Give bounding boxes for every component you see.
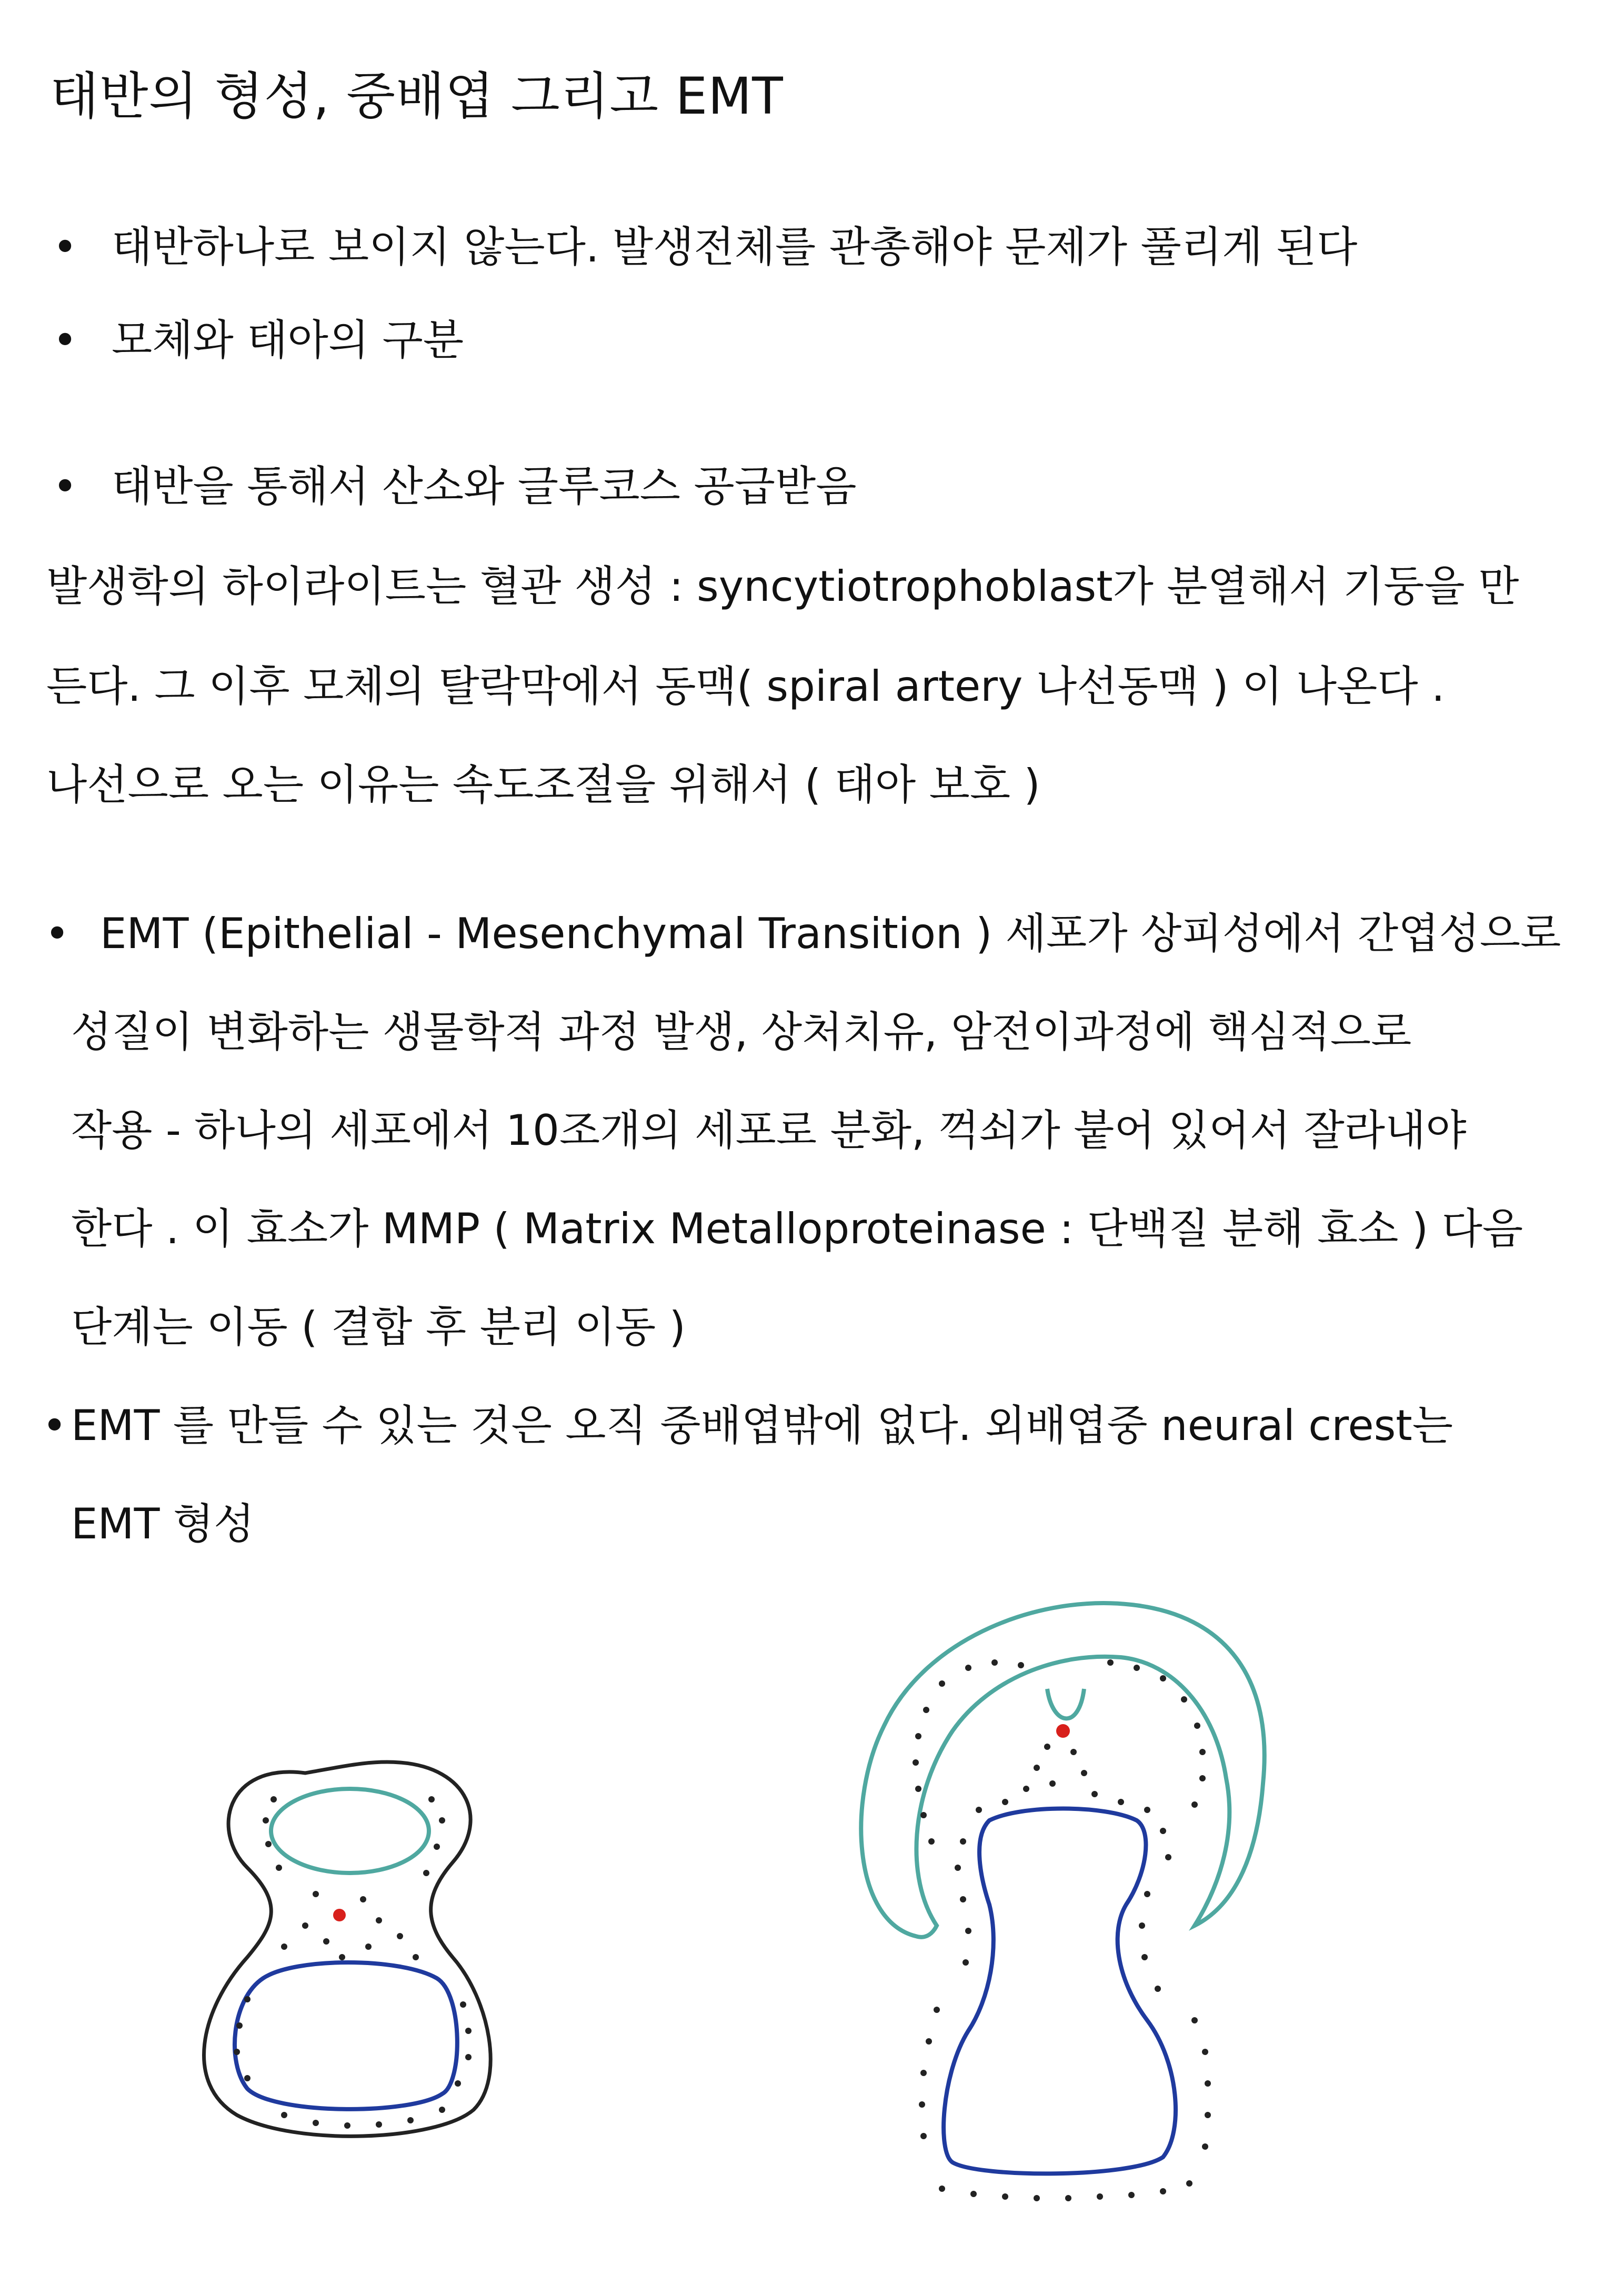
bullet-marker: •: [45, 909, 70, 958]
bullet-text: 모체와 태아의 구분: [112, 316, 464, 365]
bullet-text: 태반을 통해서 산소와 글루코스 공급받음: [112, 462, 857, 511]
page-title: 태반의 형성, 중배엽 그리고 EMT: [50, 67, 784, 126]
emt-line: 단계는 이동 ( 결합 후 분리 이동 ): [71, 1303, 686, 1352]
right-teal-neural-fold: [1047, 1689, 1084, 1718]
left-blue-cavity: [235, 1962, 457, 2109]
bullet-marker: •: [42, 1401, 67, 1450]
paragraph-line: 나선으로 오는 이유는 속도조절을 위해서 ( 태아 보호 ): [46, 760, 1040, 809]
left-embryo-section: [204, 1762, 491, 2136]
mesoderm-line: EMT 형성: [71, 1499, 255, 1548]
paragraph-line: 든다. 그 이후 모체의 탈락막에서 동맥( spiral artery 나선동맥 ) 이 나온다 .: [46, 662, 1445, 711]
paragraph-line: 발생학의 하이라이트는 혈관 생성 : syncytiotrophoblast가 분열해서 기둥을 만: [46, 562, 1519, 611]
right-embryo-section: [861, 1603, 1264, 2201]
emt-line: 한다 . 이 효소가 MMP ( Matrix Metalloproteinase : 단백질 분해 효소 ) 다음: [71, 1204, 1523, 1253]
mesoderm-line: EMT 를 만들 수 있는 것은 오직 중배엽밖에 없다. 외배엽중 neural crest는: [71, 1401, 1453, 1450]
emt-line: 작용 - 하나의 세포에서 10조개의 세포로 분화, 꺽쇠가 붙어 있어서 잘라내야: [71, 1106, 1467, 1155]
left-red-dot: [333, 1909, 346, 1921]
bullet-marker: •: [53, 223, 78, 271]
right-red-dot: [1056, 1724, 1070, 1738]
embryo-drawings: [0, 1557, 1624, 2252]
bullet-text: 태반하나로 보이지 않는다. 발생전체를 관총해야 문제가 풀리게 된다: [112, 223, 1358, 271]
right-mesoderm-dots: [913, 1659, 1211, 2201]
right-teal-amnion: [861, 1603, 1264, 1937]
left-teal-cavity: [271, 1789, 429, 1873]
bullet-marker: •: [53, 316, 78, 365]
bullet-marker: •: [53, 462, 78, 511]
emt-line: 성질이 변화하는 생물학적 과정 발생, 상처치유, 암전이과정에 핵심적으로: [71, 1008, 1412, 1056]
right-blue-gut: [944, 1809, 1176, 2174]
emt-line: EMT (Epithelial - Mesenchymal Transition ) 세포가 상피성에서 간엽성으로: [100, 909, 1561, 958]
